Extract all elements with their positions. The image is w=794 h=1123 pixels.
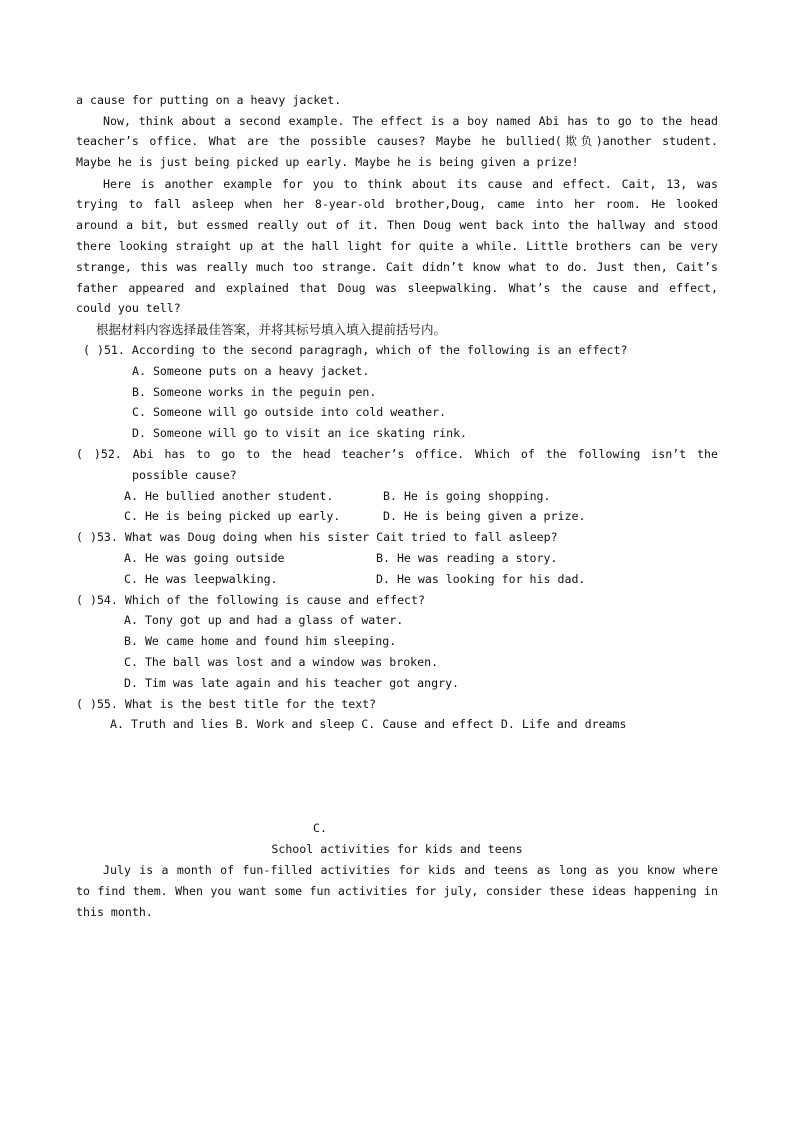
question-53-option-b: B. He was reading a story. xyxy=(376,551,558,565)
passage-b-line-6: trying to fall asleep when her 8-year-old brother,Doug, came into her room. He looked xyxy=(76,197,718,211)
question-54-stem: ( )54. Which of the following is cause and effect? xyxy=(76,593,426,607)
passage-c-line-2: to find them. When you want some fun activities for july, consider these ideas happening in xyxy=(76,884,718,898)
question-54-option-a: A. Tony got up and had a glass of water. xyxy=(124,613,404,627)
passage-c-line-3: this month. xyxy=(76,905,153,919)
passage-b-line-10: father appeared and explained that Doug was sleepwalking. What’s the cause and effect, xyxy=(76,281,718,295)
passage-b-line-3: teacher’s office. What are the possible causes? Maybe he bullied(欺负)another student. xyxy=(76,134,718,148)
passage-b-line-1: a cause for putting on a heavy jacket. xyxy=(76,93,342,107)
question-53-option-c: C. He was leepwalking. xyxy=(124,572,278,586)
passage-b-line-8: there looking straight up at the hall light for quite a while. Little brothers can be very xyxy=(76,239,718,253)
question-51-stem: ( )51. According to the second paragragh, which of the following is an effect? xyxy=(83,343,628,357)
question-52-stem: ( )52. Abi has to go to the head teacher’s office. Which of the following isn’t the xyxy=(76,447,718,461)
question-55-options: A. Truth and lies B. Work and sleep C. Cause and effect D. Life and dreams xyxy=(110,717,627,731)
question-52-option-d: D. He is being given a prize. xyxy=(383,509,586,523)
question-53-option-a: A. He was going outside xyxy=(124,551,285,565)
question-53-stem: ( )53. What was Doug doing when his sister Cait tried to fall asleep? xyxy=(76,530,558,544)
passage-c-title: School activities for kids and teens xyxy=(271,842,523,856)
passage-c-letter: C. xyxy=(313,821,327,835)
passage-b-line-4: Maybe he is just being picked up early. Maybe he is being given a prize! xyxy=(76,155,579,169)
passage-b-line-11: could you tell? xyxy=(76,301,181,315)
passage-b-line-2: Now, think about a second example. The effect is a boy named Abi has to go to the head xyxy=(103,114,718,128)
question-54-option-d: D. Tim was late again and his teacher got angry. xyxy=(124,676,460,690)
question-51-option-b: B. Someone works in the peguin pen. xyxy=(132,385,377,399)
question-52-stem-cont: possible cause? xyxy=(132,468,237,482)
passage-b-line-7: around a bit, but essmed really out of it. Then Doug went back into the hallway and stood xyxy=(76,218,718,232)
passage-c-line-1: July is a month of fun-filled activities for kids and teens as long as you know where xyxy=(103,863,718,877)
question-52-option-b: B. He is going shopping. xyxy=(383,489,551,503)
question-53-option-d: D. He was looking for his dad. xyxy=(376,572,586,586)
question-54-option-b: B. We came home and found him sleeping. xyxy=(124,634,397,648)
question-52-option-a: A. He bullied another student. xyxy=(124,489,334,503)
question-52-option-c: C. He is being picked up early. xyxy=(124,509,341,523)
question-55-stem: ( )55. What is the best title for the text? xyxy=(76,697,377,711)
question-51-option-c: C. Someone will go outside into cold weather. xyxy=(132,405,447,419)
question-51-option-a: A. Someone puts on a heavy jacket. xyxy=(132,364,370,378)
question-51-option-d: D. Someone will go to visit an ice skating rink. xyxy=(132,426,468,440)
passage-b-line-9: strange, this was really much too strange. Cait didn’t know what to do. Just then, Cait’s xyxy=(76,260,718,274)
passage-b-line-5: Here is another example for you to think about its cause and effect. Cait, 13, was xyxy=(103,177,718,191)
instruction: 根据材料内容选择最佳答案，并将其标号填入填入提前括号内。 xyxy=(96,322,447,337)
question-54-option-c: C. The ball was lost and a window was broken. xyxy=(124,655,439,669)
